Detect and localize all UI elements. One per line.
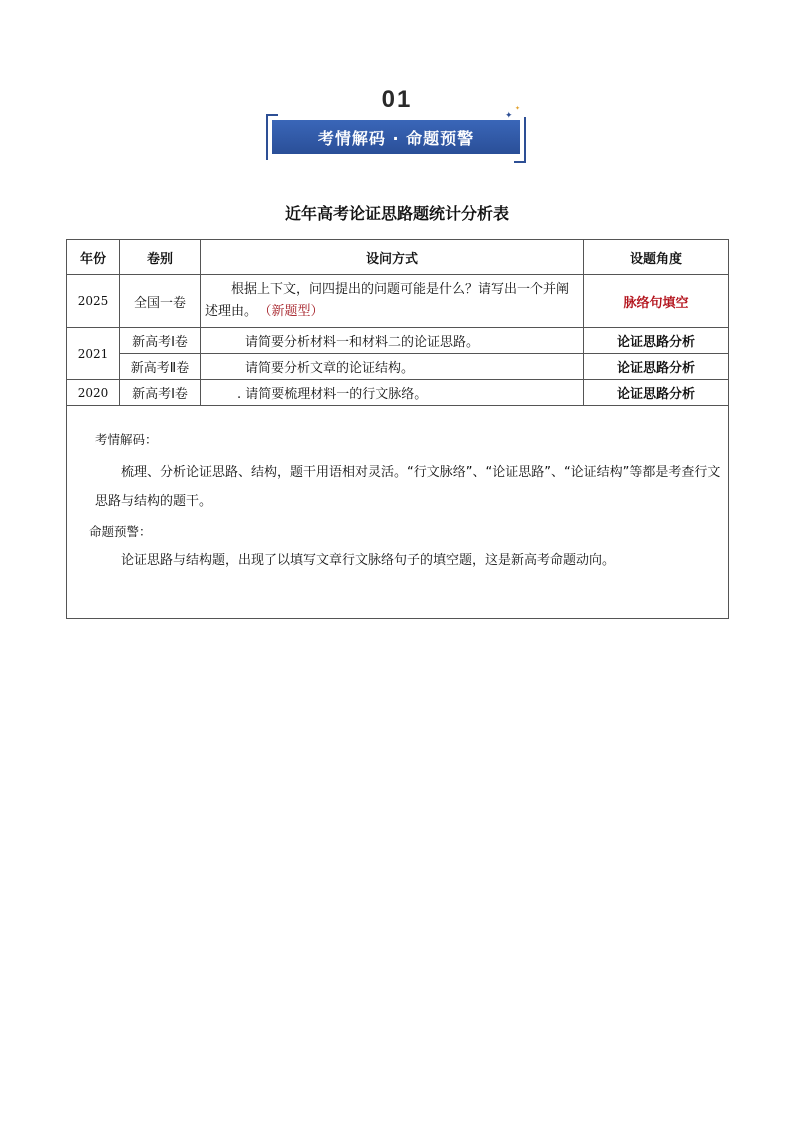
question-text: 根据上下文，问四提出的问题可能是什么？请写出一个并阐述理由。 [205,282,570,319]
table-row [67,354,729,380]
angle-cell: 论证思路分析 [584,354,729,380]
angle-cell: 脉络句填空 [584,275,729,328]
year-cell: 2021 [67,328,120,380]
year-cell: 2025 [67,275,120,328]
statistics-table [66,239,729,619]
table-row [67,328,729,354]
paper-cell: 新高考Ⅰ卷 [120,380,201,406]
question-cell: 请简要分析文章的论证结构。 [201,354,584,380]
notes-cell [67,406,729,619]
section-banner [262,105,532,161]
angle-cell: 论证思路分析 [584,380,729,406]
table-title: 近年高考论证思路题统计分析表 [284,204,509,223]
header-question: 设问方式 [201,240,584,275]
question-cell: 请简要分析材料一和材料二的论证思路。 [201,328,584,354]
paper-cell: 全国一卷 [120,275,201,328]
section-number: 01 [381,86,413,113]
sparkle-icon: ✦ [505,111,513,121]
banner-title: 考情解码 · 命题预警 [272,120,520,154]
question-cell [201,275,584,328]
angle-cell: 论证思路分析 [584,328,729,354]
header-angle: 设题角度 [584,240,729,275]
paper-cell: 新高考Ⅱ卷 [120,354,201,380]
warning-text: 论证思路与结构题，出现了以填写文章行文脉络句子的填空题，这是新高考命题动向。 [121,553,616,568]
new-type-tag: （新题型） [265,304,324,319]
year-cell: 2020 [67,380,120,406]
table-row [67,380,729,406]
header-year: 年份 [67,240,120,275]
notes-row [67,406,729,619]
sparkle-small-icon: ✦ [515,105,521,112]
decode-heading: 考情解码： [95,432,158,447]
header-paper: 卷别 [120,240,201,275]
decode-text: 梳理、分析论证思路、结构，题干用语相对灵活。“行文脉络”、“论证思路”、“论证结构”等都是考查行文思路与结构的题干。 [95,465,721,509]
table-row [67,275,729,328]
paper-cell: 新高考Ⅰ卷 [120,328,201,354]
table-header-row [67,240,729,275]
question-cell: . 请简要梳理材料一的行文脉络。 [201,380,584,406]
warning-heading: 命题预警： [89,524,152,539]
